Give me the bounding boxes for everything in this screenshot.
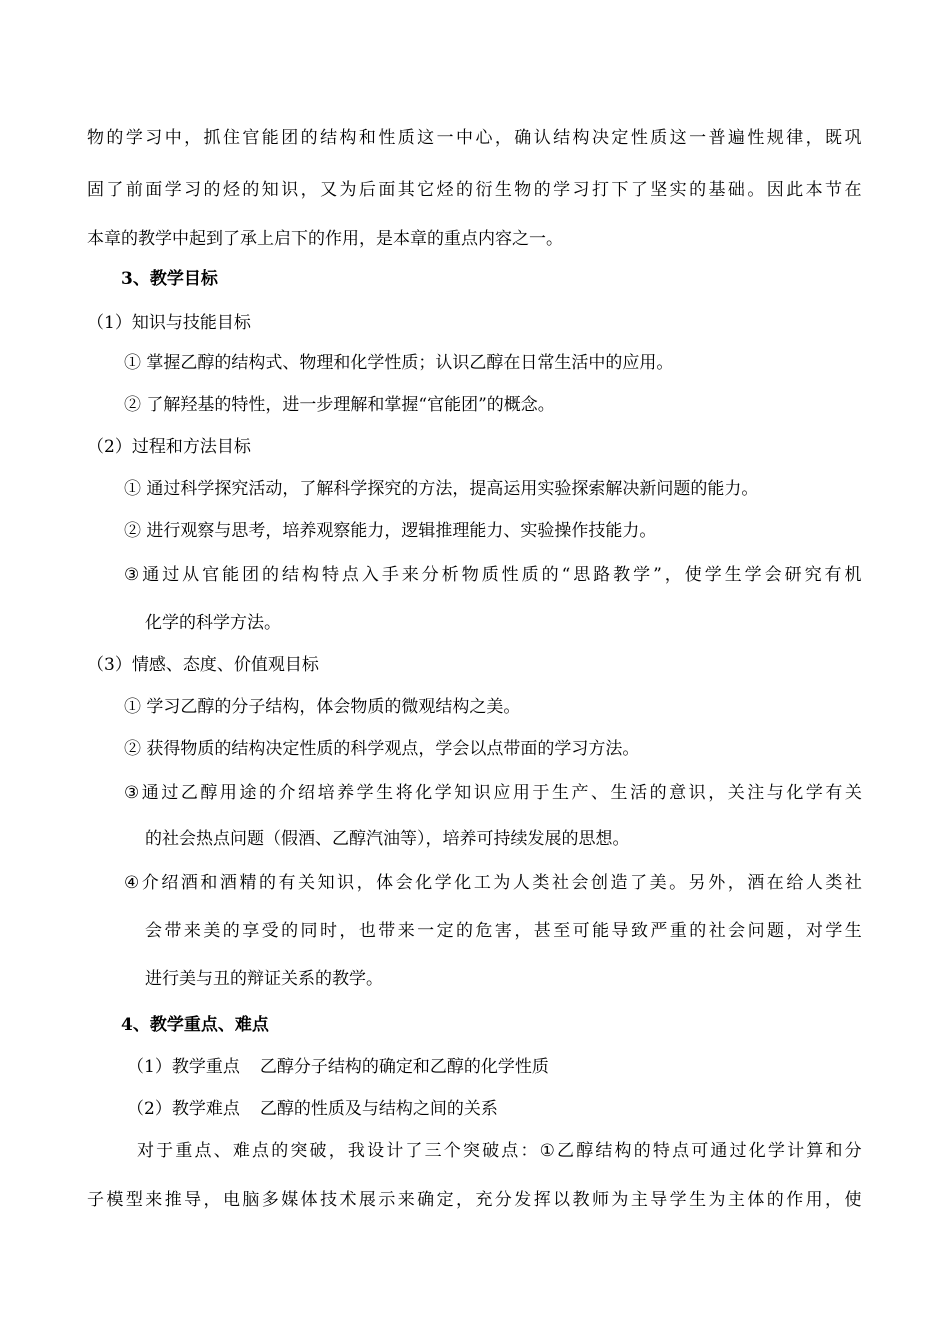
objective-1-title: （1）知识与技能目标 (87, 313, 251, 333)
objective-2-item-3-line-2: 化学的科学方法。 (145, 613, 281, 633)
teaching-focus (127, 1056, 549, 1078)
objective-3-item-4-line-1: ④ 介 绍 酒 和 酒 精 的 有 关 知 识 ， 体 会 化 学 化 工 为 人 类 社 会 创 造 了 美 。 另 外 ， 酒 在 给 人 类 社 (124, 873, 862, 893)
teaching-focus-text: 乙醇分子结构的确定和乙醇的化学性质 (259, 1057, 549, 1077)
objective-3-title: （3）情感、态度、价值观目标 (87, 655, 319, 675)
objective-2-item-3-line-1: ③ 通 过 从 官 能 团 的 结 构 特 点 入 手 来 分 析 物 质 性 质 的 “ 思 路 教 学 ” ， 使 学 生 学 会 研 究 有 机 (124, 565, 862, 585)
objective-2-title: （2）过程和方法目标 (87, 437, 251, 457)
objective-2-item-1: ① 通过科学探究活动，了解科学探究的方法，提高运用实验探索解决新问题的能力。 (124, 479, 759, 499)
intro-line-2: 固 了 前 面 学 习 的 烃 的 知 识 ， 又 为 后 面 其 它 烃 的 衍 生 物 的 学 习 打 下 了 坚 实 的 基 础 。 因 此 本 节 在 (87, 180, 862, 200)
objective-3-item-3-line-1: ③ 通 过 乙 醇 用 途 的 介 绍 培 养 学 生 将 化 学 知 识 应 用 于 生 产 、 生 活 的 意 识 ， 关 注 与 化 学 有 关 (124, 783, 862, 803)
breakthrough-line-2: 子 模 型 来 推 导 ， 电 脑 多 媒 体 技 术 展 示 来 确 定 ， 充 分 发 挥 以 教 师 为 主 导 学 生 为 主 体 的 作 用 ， 使 (87, 1190, 862, 1210)
objective-3-item-1: ① 学习乙醇的分子结构，体会物质的微观结构之美。 (124, 697, 521, 717)
objective-3-item-4-line-3: 进行美与丑的辩证关系的教学。 (145, 969, 383, 989)
objective-2-item-2: ② 进行观察与思考，培养观察能力，逻辑推理能力、实验操作技能力。 (124, 521, 657, 541)
objective-1-item-2: ② 了解羟基的特性，进一步理解和掌握“官能团”的概念。 (124, 395, 555, 415)
teaching-focus-label: （1）教学重点 (127, 1057, 240, 1077)
teaching-difficulty (127, 1098, 498, 1120)
intro-line-3: 本章的教学中起到了承上启下的作用，是本章的重点内容之一。 (87, 229, 563, 249)
section-4-heading: 4、教学重点、难点 (121, 1015, 269, 1035)
intro-line-1: 物 的 学 习 中 ， 抓 住 官 能 团 的 结 构 和 性 质 这 一 中 心 ， 确 认 结 构 决 定 性 质 这 一 普 遍 性 规 律 ， 既 巩 (87, 128, 862, 148)
objective-3-item-3-line-2: 的社会热点问题（假酒、乙醇汽油等），培养可持续发展的思想。 (145, 829, 630, 849)
objective-1-item-1: ① 掌握乙醇的结构式、物理和化学性质；认识乙醇在日常生活中的应用。 (124, 353, 674, 373)
objective-3-item-4-line-2: 会 带 来 美 的 享 受 的 同 时 ， 也 带 来 一 定 的 危 害 ， 甚 至 可 能 导 致 严 重 的 社 会 问 题 ， 对 学 生 (145, 921, 862, 941)
breakthrough-line-1: 对 于 重 点 、 难 点 的 突 破 ， 我 设 计 了 三 个 突 破 点 ： ① 乙 醇 结 构 的 特 点 可 通 过 化 学 计 算 和 分 (137, 1141, 862, 1161)
objective-3-item-2: ② 获得物质的结构决定性质的科学观点，学会以点带面的学习方法。 (124, 739, 640, 759)
teaching-difficulty-text: 乙醇的性质及与结构之间的关系 (259, 1099, 498, 1119)
teaching-difficulty-label: （2）教学难点 (127, 1099, 240, 1119)
section-3-heading: 3、教学目标 (121, 269, 218, 289)
